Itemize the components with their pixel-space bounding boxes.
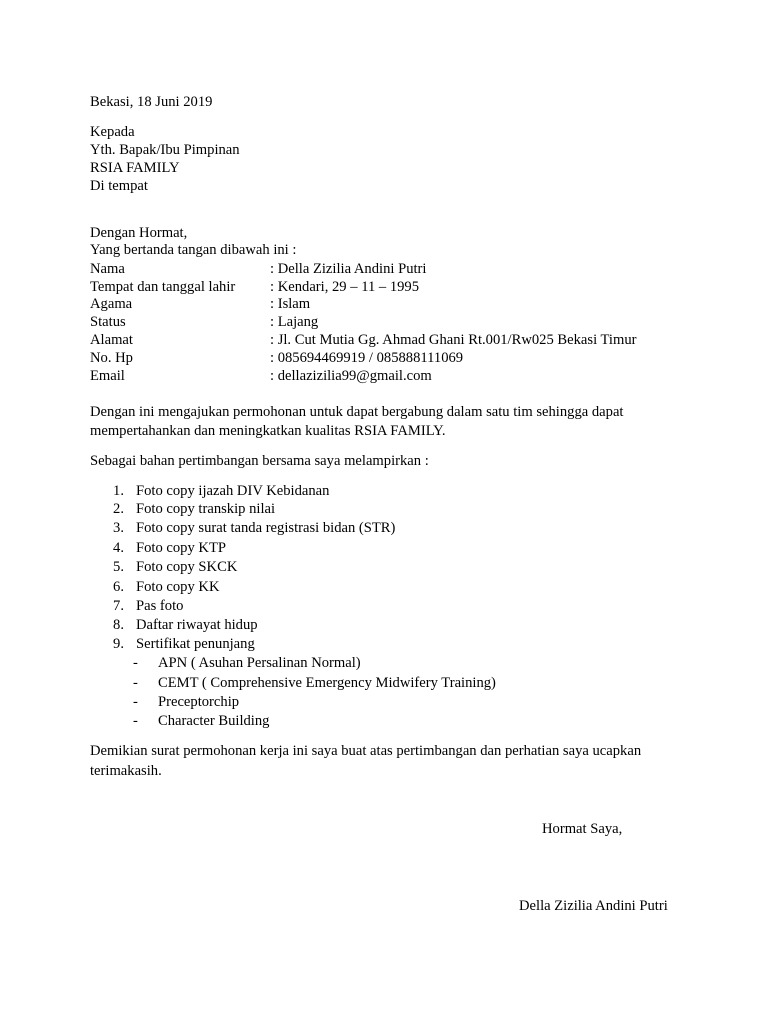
list-item: Foto copy ijazah DIV Kebidanan	[136, 483, 330, 499]
dash-bullet: -	[133, 675, 138, 691]
list-number: 7.	[113, 598, 124, 614]
identity-label: Alamat	[90, 332, 133, 348]
identity-value: : dellazizilia99@gmail.com	[270, 368, 432, 384]
dash-bullet: -	[133, 713, 138, 729]
date-line: Bekasi, 18 Juni 2019	[90, 94, 213, 110]
identity-value: : Della Zizilia Andini Putri	[270, 261, 427, 277]
identity-label: Tempat dan tanggal lahir	[90, 279, 236, 295]
recipient-line: Di tempat	[90, 178, 148, 194]
list-item: Foto copy KTP	[136, 540, 226, 556]
recipient-line: Kepada	[90, 124, 135, 140]
list-item: Daftar riwayat hidup	[136, 617, 258, 633]
closing-line: terimakasih.	[90, 763, 162, 779]
identity-label: Nama	[90, 261, 125, 277]
list-item: Foto copy surat tanda registrasi bidan (STR)	[136, 520, 396, 536]
greeting: Dengan Hormat,	[90, 225, 188, 241]
sign-off: Hormat Saya,	[542, 821, 623, 837]
identity-label: Status	[90, 314, 126, 330]
list-number: 8.	[113, 617, 124, 633]
signature-name: Della Zizilia Andini Putri	[519, 898, 668, 914]
paragraph-line: Dengan ini mengajukan permohonan untuk dapat bergabung dalam satu tim sehingga dapat	[90, 404, 624, 420]
list-number: 4.	[113, 540, 124, 556]
dash-bullet: -	[133, 694, 138, 710]
certificate-item: Character Building	[158, 713, 270, 729]
list-number: 3.	[113, 520, 124, 536]
dash-bullet: -	[133, 655, 138, 671]
identity-label: Agama	[90, 296, 133, 312]
certificate-item: CEMT ( Comprehensive Emergency Midwifery Training)	[158, 675, 496, 691]
closing-line: Demikian surat permohonan kerja ini saya buat atas pertimbangan dan perhatian saya ucapkan	[90, 743, 642, 759]
identity-value: : 085694469919 / 085888111069	[270, 350, 464, 366]
list-number: 9.	[113, 636, 124, 652]
identity-label: Email	[90, 368, 125, 384]
certificate-item: Preceptorchip	[158, 694, 240, 710]
list-item: Sertifikat penunjang	[136, 636, 255, 652]
list-item: Pas foto	[136, 598, 184, 614]
list-number: 1.	[113, 483, 124, 499]
list-item: Foto copy SKCK	[136, 559, 238, 575]
identity-value: : Jl. Cut Mutia Gg. Ahmad Ghani Rt.001/Rw025 Bekasi Timur	[270, 332, 637, 348]
identity-value: : Lajang	[270, 314, 319, 330]
intro-line: Yang bertanda tangan dibawah ini :	[90, 242, 297, 258]
identity-label: No. Hp	[90, 350, 133, 366]
list-number: 5.	[113, 559, 124, 575]
recipient-line: RSIA FAMILY	[90, 160, 180, 176]
paragraph-line: mempertahankan dan meningkatkan kualitas RSIA FAMILY.	[90, 423, 446, 439]
list-number: 6.	[113, 579, 124, 595]
identity-value: : Islam	[270, 296, 311, 312]
identity-value: : Kendari, 29 – 11 – 1995	[270, 279, 420, 295]
certificate-item: APN ( Asuhan Persalinan Normal)	[158, 655, 361, 671]
list-item: Foto copy transkip nilai	[136, 501, 276, 517]
list-item: Foto copy KK	[136, 579, 220, 595]
list-number: 2.	[113, 501, 124, 517]
recipient-line: Yth. Bapak/Ibu Pimpinan	[90, 142, 240, 158]
attachments-intro: Sebagai bahan pertimbangan bersama saya melampirkan :	[90, 453, 429, 469]
